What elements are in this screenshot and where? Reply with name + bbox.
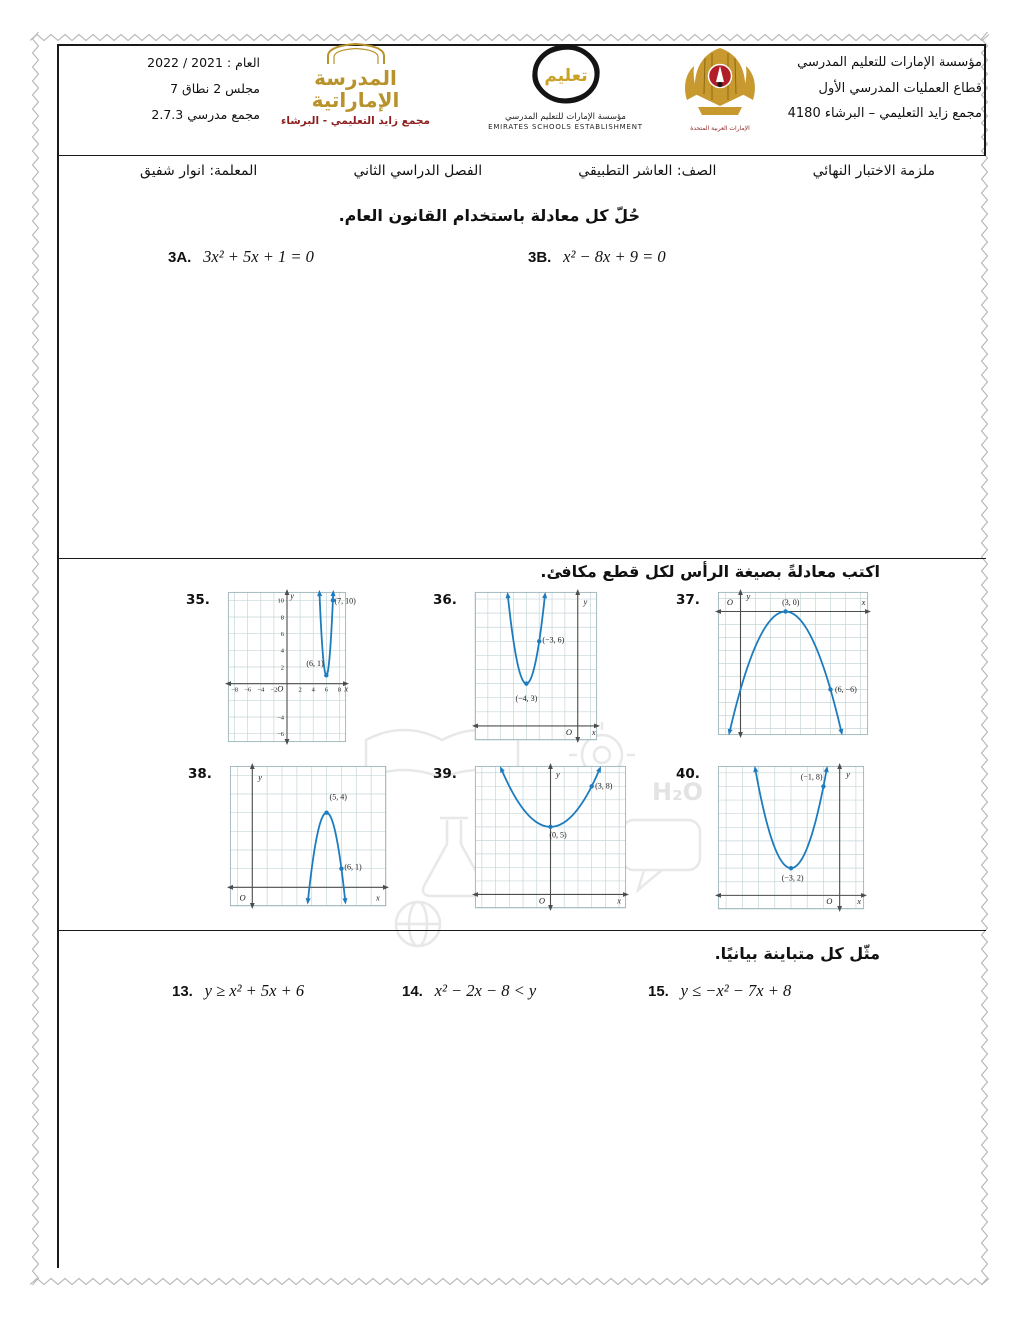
graph-39 <box>433 766 626 908</box>
svg-text:y: y <box>555 768 560 779</box>
svg-text:8: 8 <box>337 686 342 694</box>
problem-3a <box>168 247 314 267</box>
section-divider-vertex <box>57 558 986 559</box>
graph-35-number: 35. <box>186 592 210 608</box>
problem-15 <box>648 981 791 1001</box>
graph-36-number: 36. <box>433 592 457 608</box>
graph-36 <box>433 592 597 740</box>
svg-text:x: x <box>344 683 349 694</box>
svg-text:−4: −4 <box>277 714 284 722</box>
section-title-inequalities: مثّل كل متباينة بيانيًا. <box>714 944 880 963</box>
svg-text:6: 6 <box>324 686 328 694</box>
teacher-label: المعلمة: انوار شفيق <box>140 163 258 179</box>
section-title-quadratic: حُلّ كل معادلة باستخدام القانون العام. <box>338 206 640 225</box>
parabola-plot-35 <box>228 590 356 742</box>
section-title-vertex-form: اكتب معادلةً بصيغة الرأس لكل قطع مكافئ. <box>540 562 880 581</box>
svg-text:−6: −6 <box>277 731 284 739</box>
emblem-caption: الإمارات العربية المتحدة <box>690 125 750 132</box>
graph-39-number: 39. <box>433 766 457 782</box>
border-pattern-right <box>979 32 990 1288</box>
school-logo <box>268 42 443 127</box>
problem-14-equation: x² − 2x − 8 < y <box>434 981 537 1000</box>
school-name-line1: المدرسة <box>314 66 397 90</box>
graph-38 <box>188 766 386 906</box>
svg-text:(3, 8): (3, 8) <box>595 781 613 791</box>
problem-3a-equation: 3x² + 5x + 1 = 0 <box>203 247 314 266</box>
svg-text:y: y <box>746 591 751 602</box>
complex-line: مجمع مدرسي 2.7.3 <box>151 107 260 122</box>
svg-text:(5, 4): (5, 4) <box>329 792 347 802</box>
left-frame-line <box>57 44 59 1268</box>
svg-text:(3, 0): (3, 0) <box>782 598 800 607</box>
school-campus-name: مجمع زايد التعليمي - البرشاء <box>281 115 430 128</box>
uae-emblem <box>672 44 768 132</box>
svg-text:4: 4 <box>311 686 315 694</box>
semester-label: الفصل الدراسي الثاني <box>353 163 483 179</box>
grade-label: الصف: العاشر التطبيقي <box>578 163 717 179</box>
problem-3b <box>528 247 666 267</box>
watermark-text: H₂O <box>652 778 703 806</box>
graph-37-number: 37. <box>676 592 700 608</box>
svg-text:y: y <box>583 596 588 607</box>
council-line: مجلس 2 نطاق 7 <box>170 81 260 96</box>
svg-text:(6, 1): (6, 1) <box>306 659 324 669</box>
uae-falcon-icon <box>678 44 762 120</box>
section-divider-inequalities <box>57 930 986 931</box>
svg-text:8: 8 <box>280 614 284 622</box>
campus-line: مجمع زايد التعليمي – البرشاء 4180 <box>787 106 982 121</box>
graph-38-number: 38. <box>188 766 212 782</box>
problem-15-equation: y ≤ −x² − 7x + 8 <box>680 981 792 1000</box>
svg-text:−8: −8 <box>231 686 239 694</box>
border-pattern-left <box>30 32 41 1288</box>
year-line: العام : 2021 / 2022 <box>147 55 260 70</box>
svg-text:O: O <box>277 683 284 694</box>
svg-text:y: y <box>258 772 263 782</box>
establishment-line: مؤسسة الإمارات للتعليم المدرسي <box>797 55 982 70</box>
ese-logo-mark <box>529 42 603 106</box>
svg-text:O: O <box>726 597 733 607</box>
graph-35 <box>186 590 356 742</box>
parabola-plot-37 <box>718 592 868 735</box>
svg-text:2: 2 <box>298 686 302 694</box>
svg-text:(−4, 3): (−4, 3) <box>515 694 538 704</box>
svg-text:−2: −2 <box>270 686 278 694</box>
problem-3a-label: 3A. <box>168 249 192 266</box>
ese-english-name: EMIRATES SCHOOLS ESTABLISHMENT <box>488 123 643 131</box>
problem-15-label: 15. <box>648 983 669 1000</box>
svg-text:(7, 10): (7, 10) <box>334 596 356 606</box>
problem-3b-label: 3B. <box>528 249 552 266</box>
problem-14 <box>402 981 536 1001</box>
svg-text:(−1, 8): (−1, 8) <box>800 772 823 782</box>
problem-13-equation: y ≥ x² + 5x + 6 <box>204 981 305 1000</box>
svg-text:−4: −4 <box>257 686 265 694</box>
svg-text:6: 6 <box>280 631 284 639</box>
establishment-info-block <box>764 50 982 127</box>
svg-text:2: 2 <box>280 664 284 672</box>
ese-logo <box>468 42 663 131</box>
svg-text:y: y <box>846 768 850 779</box>
svg-text:x: x <box>857 896 862 907</box>
ese-arabic-name: مؤسسة الإمارات للتعليم المدرسي <box>505 112 626 122</box>
svg-text:x: x <box>375 892 380 903</box>
svg-text:x: x <box>861 597 866 607</box>
booklet-title: ملزمة الاختبار النهائي <box>812 163 935 179</box>
svg-text:x: x <box>617 895 622 906</box>
problem-13-label: 13. <box>172 983 193 1000</box>
svg-text:10: 10 <box>277 597 284 605</box>
svg-text:−6: −6 <box>244 686 252 694</box>
problem-14-label: 14. <box>402 983 423 1000</box>
svg-text:O: O <box>565 727 572 738</box>
svg-text:(−3, 2): (−3, 2) <box>781 873 804 883</box>
problem-13 <box>172 981 304 1001</box>
graph-37 <box>676 591 868 735</box>
exam-info-row <box>140 163 935 179</box>
problem-3b-equation: x² − 8x + 9 = 0 <box>563 247 666 266</box>
school-name-line2: الإماراتية <box>311 87 400 112</box>
arch-icon <box>324 42 388 64</box>
svg-text:(−3, 6): (−3, 6) <box>542 635 565 645</box>
border-pattern-bottom <box>30 1276 990 1287</box>
svg-text:(6, −6): (6, −6) <box>835 685 857 695</box>
svg-text:4: 4 <box>280 647 284 655</box>
svg-text:x: x <box>591 727 596 738</box>
svg-text:O: O <box>538 895 546 906</box>
school-info-block <box>112 50 260 128</box>
svg-text:(6, 1): (6, 1) <box>344 862 362 872</box>
svg-text:y: y <box>290 590 295 601</box>
svg-text:(0, 5): (0, 5) <box>549 830 567 840</box>
parabola-plot-38 <box>230 766 386 906</box>
ese-logo-word: تعليم <box>543 66 588 86</box>
svg-text:O: O <box>239 892 246 903</box>
chat-bubble-icon <box>622 820 700 870</box>
sector-line: قطاع العمليات المدرسي الأول <box>818 80 982 96</box>
parabola-plot-39 <box>475 766 626 908</box>
header-divider <box>57 155 986 156</box>
right-frame-line <box>984 44 986 156</box>
parabola-plot-40 <box>718 766 864 909</box>
parabola-plot-36 <box>475 592 597 740</box>
svg-text:O: O <box>826 896 833 907</box>
graph-40-number: 40. <box>676 766 700 782</box>
